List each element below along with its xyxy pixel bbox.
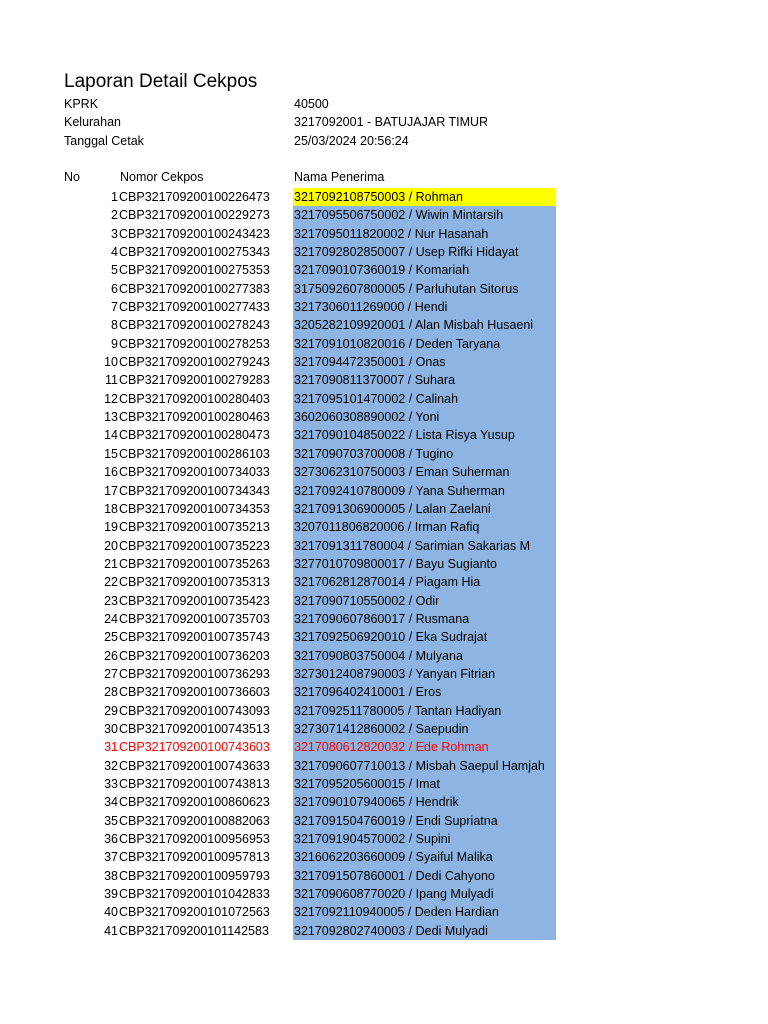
nomor-cekpos-cell: CBP321709200100229273 bbox=[119, 208, 270, 223]
nama-penerima-cell: 3217091311780004 / Sarimian Sakarias M bbox=[293, 537, 556, 555]
nama-penerima-cell: 3217090607860017 / Rusmana bbox=[293, 610, 556, 628]
row-number: 4 bbox=[111, 245, 118, 260]
table-row bbox=[0, 665, 768, 683]
nama-penerima-cell: 3217096402410001 / Eros bbox=[293, 683, 556, 701]
table-row bbox=[0, 225, 768, 243]
meta-row-tanggal-cetak bbox=[64, 134, 684, 152]
table-row bbox=[0, 353, 768, 371]
nama-penerima-cell: 3217092410780009 / Yana Suherman bbox=[293, 482, 556, 500]
table-row bbox=[0, 793, 768, 811]
nomor-cekpos-cell: CBP321709200100243423 bbox=[119, 226, 270, 241]
column-header-no: No bbox=[64, 170, 80, 184]
row-number: 23 bbox=[104, 593, 118, 608]
row-number: 1 bbox=[111, 190, 118, 204]
nomor-cekpos-cell: CBP321709200100736603 bbox=[119, 685, 270, 700]
table-row bbox=[0, 738, 768, 756]
row-number: 24 bbox=[104, 611, 118, 626]
nama-penerima-cell: 3217090803750004 / Mulyana bbox=[293, 647, 556, 665]
nama-penerima-cell: 3217092108750003 / Rohman bbox=[293, 188, 556, 206]
row-number: 39 bbox=[104, 887, 118, 902]
nama-penerima-cell: 3217095506750002 / Wiwin Mintarsih bbox=[293, 206, 556, 224]
nama-penerima-cell: 3217090710550002 / Odir bbox=[293, 592, 556, 610]
row-number: 15 bbox=[104, 446, 118, 461]
nama-penerima-cell: 3217091507860001 / Dedi Cahyono bbox=[293, 867, 556, 885]
row-number: 30 bbox=[104, 721, 118, 736]
nama-penerima-cell: 3277010709800017 / Bayu Sugianto bbox=[293, 555, 556, 573]
table-row bbox=[0, 702, 768, 720]
nomor-cekpos-cell: CBP321709200100959793 bbox=[119, 868, 270, 883]
row-number: 10 bbox=[104, 355, 118, 370]
table-row bbox=[0, 482, 768, 500]
nama-penerima-cell: 3217091904570002 / Supini bbox=[293, 830, 556, 848]
nomor-cekpos-cell: CBP321709200100743513 bbox=[119, 721, 270, 736]
page-title: Laporan Detail Cekpos bbox=[64, 71, 258, 92]
nomor-cekpos-cell: CBP321709200101072563 bbox=[119, 905, 270, 920]
table-row bbox=[0, 830, 768, 848]
nama-penerima-cell: 3217091010820016 / Deden Taryana bbox=[293, 335, 556, 353]
table-row bbox=[0, 757, 768, 775]
table-row bbox=[0, 647, 768, 665]
table-row bbox=[0, 371, 768, 389]
table-row bbox=[0, 628, 768, 646]
nama-penerima-cell: 3217095205600015 / Imat bbox=[293, 775, 556, 793]
nama-penerima-cell: 3217092506920010 / Eka Sudrajat bbox=[293, 628, 556, 646]
nomor-cekpos-cell: CBP321709200100956953 bbox=[119, 832, 270, 847]
row-number: 8 bbox=[111, 318, 118, 333]
nama-penerima-cell: 3217094472350001 / Onas bbox=[293, 353, 556, 371]
nama-penerima-cell: 3217306011269000 / Hendi bbox=[293, 298, 556, 316]
row-number: 22 bbox=[104, 575, 118, 590]
row-number: 40 bbox=[104, 905, 118, 920]
meta-value: 40500 bbox=[294, 97, 329, 111]
row-number: 16 bbox=[104, 465, 118, 480]
row-number: 19 bbox=[104, 520, 118, 535]
row-number: 14 bbox=[104, 428, 118, 443]
nomor-cekpos-cell: CBP321709200100734353 bbox=[119, 501, 270, 516]
nomor-cekpos-cell: CBP321709200100286103 bbox=[119, 446, 270, 461]
nama-penerima-cell: 3217090608770020 / Ipang Mulyadi bbox=[293, 885, 556, 903]
table-row bbox=[0, 885, 768, 903]
nomor-cekpos-cell: CBP321709200100882063 bbox=[119, 813, 270, 828]
nama-penerima-cell: 3217090811370007 / Suhara bbox=[293, 371, 556, 389]
nama-penerima-cell: 3216062203660009 / Syaiful Malika bbox=[293, 848, 556, 866]
nomor-cekpos-cell: CBP321709200100860623 bbox=[119, 795, 270, 810]
nomor-cekpos-cell: CBP321709200100735423 bbox=[119, 593, 270, 608]
meta-label: Kelurahan bbox=[64, 115, 121, 129]
nomor-cekpos-cell: CBP321709200100277433 bbox=[119, 300, 270, 315]
table-row bbox=[0, 261, 768, 279]
table-row bbox=[0, 518, 768, 536]
table-row bbox=[0, 555, 768, 573]
nomor-cekpos-cell: CBP321709200100735223 bbox=[119, 538, 270, 553]
table-row bbox=[0, 592, 768, 610]
row-number: 7 bbox=[111, 300, 118, 315]
row-number: 25 bbox=[104, 630, 118, 645]
row-number: 3 bbox=[111, 226, 118, 241]
nomor-cekpos-cell: CBP321709200100279243 bbox=[119, 355, 270, 370]
nama-penerima-cell: 3217092802850007 / Usep Rifki Hidayat bbox=[293, 243, 556, 261]
nama-penerima-cell: 3175092607800005 / Parluhutan Sitorus bbox=[293, 280, 556, 298]
nama-penerima-cell: 3217090107940065 / Hendrik bbox=[293, 793, 556, 811]
nama-penerima-cell: 3273012408790003 / Yanyan Fitrian bbox=[293, 665, 556, 683]
nomor-cekpos-cell: CBP321709200100275343 bbox=[119, 245, 270, 260]
table-row bbox=[0, 500, 768, 518]
nomor-cekpos-cell: CBP321709200100275353 bbox=[119, 263, 270, 278]
nomor-cekpos-cell: CBP321709200100278253 bbox=[119, 336, 270, 351]
column-header-nomor-cekpos: Nomor Cekpos bbox=[120, 170, 204, 184]
nama-penerima-cell: 3217092110940005 / Deden Hardian bbox=[293, 903, 556, 921]
table-row bbox=[0, 243, 768, 261]
data-table-body bbox=[0, 188, 768, 940]
table-row bbox=[0, 390, 768, 408]
row-number: 32 bbox=[104, 758, 118, 773]
nomor-cekpos-cell: CBP321709200100280473 bbox=[119, 428, 270, 443]
nomor-cekpos-cell: CBP321709200100734343 bbox=[119, 483, 270, 498]
nomor-cekpos-cell: CBP321709200100735703 bbox=[119, 611, 270, 626]
meta-label: Tanggal Cetak bbox=[64, 134, 144, 148]
table-row bbox=[0, 298, 768, 316]
table-row bbox=[0, 867, 768, 885]
row-number: 5 bbox=[111, 263, 118, 278]
row-number: 27 bbox=[104, 666, 118, 681]
nomor-cekpos-cell: CBP321709200100743093 bbox=[119, 703, 270, 718]
row-number: 28 bbox=[104, 685, 118, 700]
table-row bbox=[0, 720, 768, 738]
nama-penerima-cell: 3217080612820032 / Ede Rohman bbox=[293, 738, 556, 756]
nama-penerima-cell: 3217092511780005 / Tantan Hadiyan bbox=[293, 702, 556, 720]
nama-penerima-cell: 3602060308890002 / Yoni bbox=[293, 408, 556, 426]
table-row bbox=[0, 922, 768, 940]
nama-penerima-cell: 3217090104850022 / Lista Risya Yusup bbox=[293, 426, 556, 444]
row-number: 9 bbox=[111, 336, 118, 351]
row-number: 31 bbox=[104, 740, 118, 755]
row-number: 34 bbox=[104, 795, 118, 810]
nomor-cekpos-cell: CBP321709200100279283 bbox=[119, 373, 270, 388]
nama-penerima-cell: 3217092802740003 / Dedi Mulyadi bbox=[293, 922, 556, 940]
table-row bbox=[0, 848, 768, 866]
table-row bbox=[0, 335, 768, 353]
table-row bbox=[0, 903, 768, 921]
nomor-cekpos-cell: CBP321709200100743633 bbox=[119, 758, 270, 773]
nomor-cekpos-cell: CBP321709200101142583 bbox=[119, 923, 269, 938]
row-number: 35 bbox=[104, 813, 118, 828]
row-number: 6 bbox=[111, 281, 118, 296]
nama-penerima-cell: 3217095101470002 / Calinah bbox=[293, 390, 556, 408]
table-row bbox=[0, 610, 768, 628]
meta-label: KPRK bbox=[64, 97, 99, 111]
nomor-cekpos-cell: CBP321709200100734033 bbox=[119, 465, 270, 480]
nomor-cekpos-cell: CBP321709200101042833 bbox=[119, 887, 270, 902]
table-row bbox=[0, 812, 768, 830]
table-row bbox=[0, 408, 768, 426]
table-row bbox=[0, 316, 768, 334]
column-header-nama-penerima: Nama Penerima bbox=[294, 170, 385, 184]
table-row bbox=[0, 426, 768, 444]
row-number: 21 bbox=[104, 556, 118, 571]
table-row bbox=[0, 683, 768, 701]
nomor-cekpos-cell: CBP321709200100735313 bbox=[119, 575, 270, 590]
nomor-cekpos-cell: CBP321709200100735263 bbox=[119, 556, 270, 571]
nomor-cekpos-cell: CBP321709200100277383 bbox=[119, 281, 270, 296]
row-number: 41 bbox=[104, 923, 118, 938]
row-number: 2 bbox=[111, 208, 118, 223]
row-number: 17 bbox=[104, 483, 118, 498]
nama-penerima-cell: 3217091504760019 / Endi Supriatna bbox=[293, 812, 556, 830]
row-number: 29 bbox=[104, 703, 118, 718]
row-number: 36 bbox=[104, 832, 118, 847]
row-number: 11 bbox=[105, 373, 118, 388]
nama-penerima-cell: 3217090703700008 / Tugino bbox=[293, 445, 556, 463]
nomor-cekpos-cell: CBP321709200100735743 bbox=[119, 630, 270, 645]
table-row bbox=[0, 537, 768, 555]
table-row bbox=[0, 463, 768, 481]
nomor-cekpos-cell: CBP321709200100957813 bbox=[119, 850, 270, 865]
nama-penerima-cell: 3217095011820002 / Nur Hasanah bbox=[293, 225, 556, 243]
nomor-cekpos-cell: CBP321709200100743813 bbox=[119, 777, 270, 791]
meta-row-kelurahan bbox=[64, 115, 684, 133]
row-number: 33 bbox=[104, 777, 118, 791]
row-number: 20 bbox=[104, 538, 118, 553]
table-row bbox=[0, 775, 768, 793]
row-number: 38 bbox=[104, 868, 118, 883]
nomor-cekpos-cell: CBP321709200100735213 bbox=[119, 520, 270, 535]
row-number: 13 bbox=[104, 410, 118, 425]
table-row bbox=[0, 573, 768, 591]
meta-value: 3217092001 - BATUJAJAR TIMUR bbox=[294, 115, 489, 129]
nama-penerima-cell: 3205282109920001 / Alan Misbah Husaeni bbox=[293, 316, 556, 334]
nama-penerima-cell: 3217062812870014 / Piagam Hia bbox=[293, 573, 556, 591]
nomor-cekpos-cell: CBP321709200100736293 bbox=[119, 666, 270, 681]
table-row bbox=[0, 206, 768, 224]
nomor-cekpos-cell: CBP321709200100280403 bbox=[119, 391, 270, 406]
nama-penerima-cell: 3273062310750003 / Eman Suherman bbox=[293, 463, 556, 481]
nama-penerima-cell: 3207011806820006 / Irman Rafiq bbox=[293, 518, 556, 536]
nomor-cekpos-cell: CBP321709200100743603 bbox=[119, 740, 270, 755]
nama-penerima-cell: 3217090107360019 / Komariah bbox=[293, 261, 556, 279]
nomor-cekpos-cell: CBP321709200100280463 bbox=[119, 410, 270, 425]
row-number: 37 bbox=[104, 850, 118, 865]
row-number: 18 bbox=[104, 501, 118, 516]
nama-penerima-cell: 3217091306900005 / Lalan Zaelani bbox=[293, 500, 556, 518]
nama-penerima-cell: 3217090607710013 / Misbah Saepul Hamjah bbox=[293, 757, 556, 775]
nama-penerima-cell: 3273071412860002 / Saepudin bbox=[293, 720, 556, 738]
nomor-cekpos-cell: CBP321709200100736203 bbox=[119, 648, 270, 663]
nomor-cekpos-cell: CBP321709200100278243 bbox=[119, 318, 270, 333]
meta-row-kprk bbox=[64, 97, 684, 115]
row-number: 12 bbox=[104, 391, 118, 406]
row-number: 26 bbox=[104, 648, 118, 663]
table-row bbox=[0, 280, 768, 298]
nomor-cekpos-cell: CBP321709200100226473 bbox=[119, 190, 270, 204]
meta-value: 25/03/2024 20:56:24 bbox=[294, 134, 409, 148]
table-row bbox=[0, 445, 768, 463]
table-row bbox=[0, 188, 768, 206]
